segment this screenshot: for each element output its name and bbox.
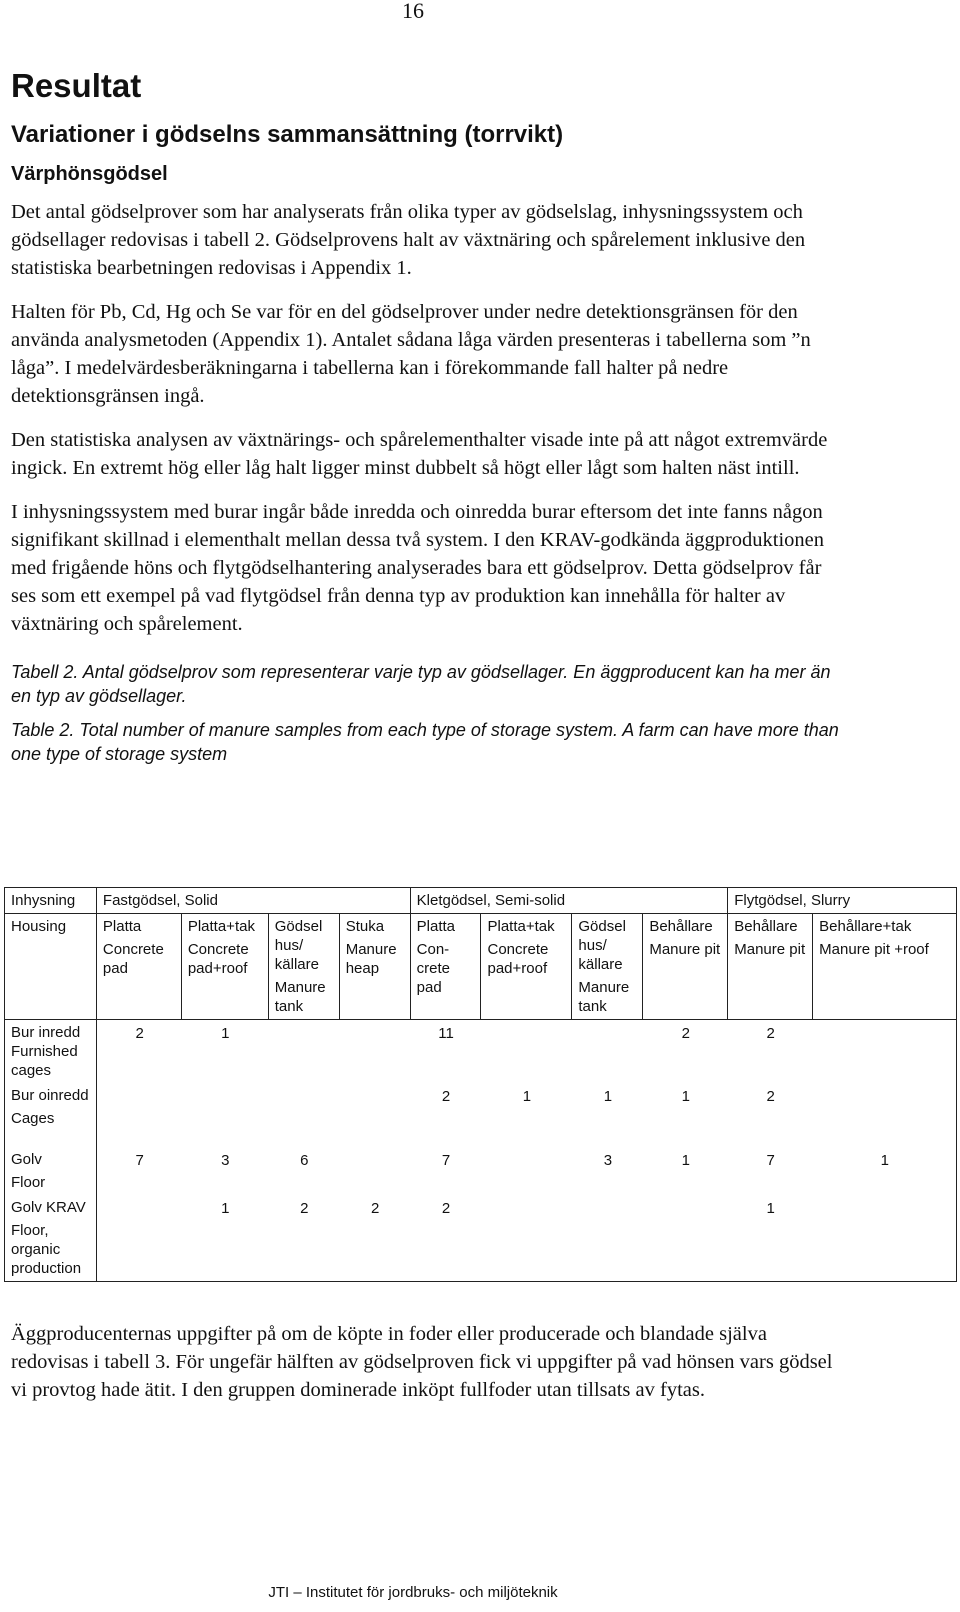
table-cell: 1 [181,1195,268,1282]
closing-paragraph: Äggproducenternas uppgifter på om de köpte in foder eller producerade och blandade själva redovisas i tabell 3. För ungefär hälften av gödselproven fick vi uppgifter på vad hönsen vars gödsel vi provtog hade ätit. I den gruppen dominerade inköpt fullfoder utan tillsats av fytas. [11,1323,833,1401]
table-cell [268,1020,339,1084]
column-header: Platta Con- crete pad [410,914,481,1020]
table-cell [339,1083,410,1147]
housing-label: Housing [5,914,97,1020]
column-header: Stuka Manure heap [339,914,410,1020]
table-cell [339,1020,410,1084]
table-cell [481,1147,572,1195]
table-cell: 1 [681,1152,690,1169]
paragraph-3: Den statistiska analysen av växtnärings- och spårelementhalter visade inte på att något extremvärde ingick. En extremt hög eller låg halt ligger minst dubbelt så högt eller lågt som halten näst intill. [11,429,828,479]
column-header: Behållare Manure pit [643,914,728,1020]
table-caption-swedish: Tabell 2. Antal gödselprov som representerar varje typ av gödsellager. En äggproducent kan ha mer än en typ av gödsellager. [11,662,831,706]
table-cell: 2 [410,1195,481,1282]
group-header-semi-solid: Kletgödsel, Semi-solid [410,888,728,914]
table-cell: 2 [766,1025,775,1042]
table-cell [96,1195,181,1282]
table-cell: 1 [603,1088,613,1105]
table-row [5,1083,957,1147]
table-cell: 3 [603,1152,613,1169]
storage-table [4,887,957,1282]
page-number: 16 [402,0,424,23]
table-cell: 1 [813,1147,957,1195]
table-cell [572,1020,643,1084]
table-cell: 3 [221,1152,230,1169]
table-cell: 6 [300,1152,309,1169]
table-cell [813,1195,957,1282]
table-cell: 11 [438,1025,454,1042]
table-row [5,1195,957,1282]
table-cell: 2 [268,1195,339,1282]
column-header: Gödsel hus/ källare Manure tank [268,914,339,1020]
section-heading: Resultat [11,67,142,104]
table-row [5,1147,957,1195]
page-footer: JTI – Institutet för jordbruks- och miljöteknik [268,1584,558,1601]
main-content [11,66,841,766]
table-cell [643,1195,728,1282]
table-cell: 1 [522,1088,532,1105]
table-cell: 7 [766,1152,775,1169]
table-cell [813,1083,957,1147]
table-cell: 1 [728,1195,813,1282]
housing-header-row [5,914,957,1020]
column-header: Gödsel hus/ källare Manure tank [572,914,643,1020]
table-cell [96,1083,181,1147]
paragraph-1: Det antal gödselprover som har analyserats från olika typer av gödselslag, inhysningssystem och gödsellager redovisas i tabell 2. Gödselprovens halt av växtnäring och spårelement inklusive den statistiska bearbetningen redovisas i Appendix 1. [11,201,806,279]
column-header: Behållare Manure pit [728,914,813,1020]
table-cell [813,1020,957,1084]
paragraph-4: I inhysningssystem med burar ingår både inredda och oinredda burar eftersom det inte fanns någon signifikant skillnad i elementhalt mellan dessa två system. I den KRAV-godkända äggproduktionen med frigående höns och flytgödselhantering analyserades bara ett gödselprov. Detta gödselprov får ses som ett exempel på vad flytgödsel från denna typ av produktion kan innehålla för halter av växtnäring och spårelement. [11,501,825,635]
table-cell [481,1195,572,1282]
row-label: Bur inredd Furnished cages [5,1020,97,1084]
table-cell: 2 [766,1088,775,1105]
table-cell [181,1083,268,1147]
group-header-slurry: Flytgödsel, Slurry [728,888,957,914]
group-header-row [5,888,957,914]
row-label: Bur oinredd Cages [5,1083,97,1147]
table-cell [481,1020,572,1084]
column-header: Platta+tak Concrete pad+roof [181,914,268,1020]
table-cell: 2 [681,1025,690,1042]
table-cell: 7 [441,1152,451,1169]
row-label: Golv Floor [5,1147,97,1195]
paragraph-2: Halten för Pb, Cd, Hg och Se var för en del gödselprover under nedre detektionsgränsen för den använda analysmetoden (Appendix 1). Antalet sådana låga värden presenteras i tabellerna som ”n låga”. I medelvärdesberäkningarna i tabellerna kan i förekommande fall halter på nedre detektionsgränsen ingå. [11,301,811,407]
table-cell: 7 [135,1152,144,1169]
closing-section [11,1320,841,1420]
group-header-label: Inhysning [5,888,97,914]
group-header-solid: Fastgödsel, Solid [96,888,410,914]
column-header: Platta+tak Concrete pad+roof [481,914,572,1020]
table-caption-english: Table 2. Total number of manure samples from each type of storage system. A farm can have more than one type of storage system [11,720,839,764]
table-cell: 1 [681,1088,690,1105]
table-cell: 2 [339,1195,410,1282]
table-cell [572,1195,643,1282]
subsection-heading: Variationer i gödselns sammansättning (torrvikt) [11,121,564,148]
table-cell: 2 [135,1025,144,1042]
table-cell [268,1083,339,1147]
row-label: Golv KRAV Floor, organic production [5,1195,97,1282]
column-header: Behållare+tak Manure pit +roof [813,914,957,1020]
table-cell: 2 [441,1088,451,1105]
table-row [5,1020,957,1084]
table-cell: 1 [221,1025,230,1042]
table-cell [339,1147,410,1195]
column-header: Platta Concrete pad [96,914,181,1020]
subsubsection-heading: Värphönsgödsel [11,163,168,185]
